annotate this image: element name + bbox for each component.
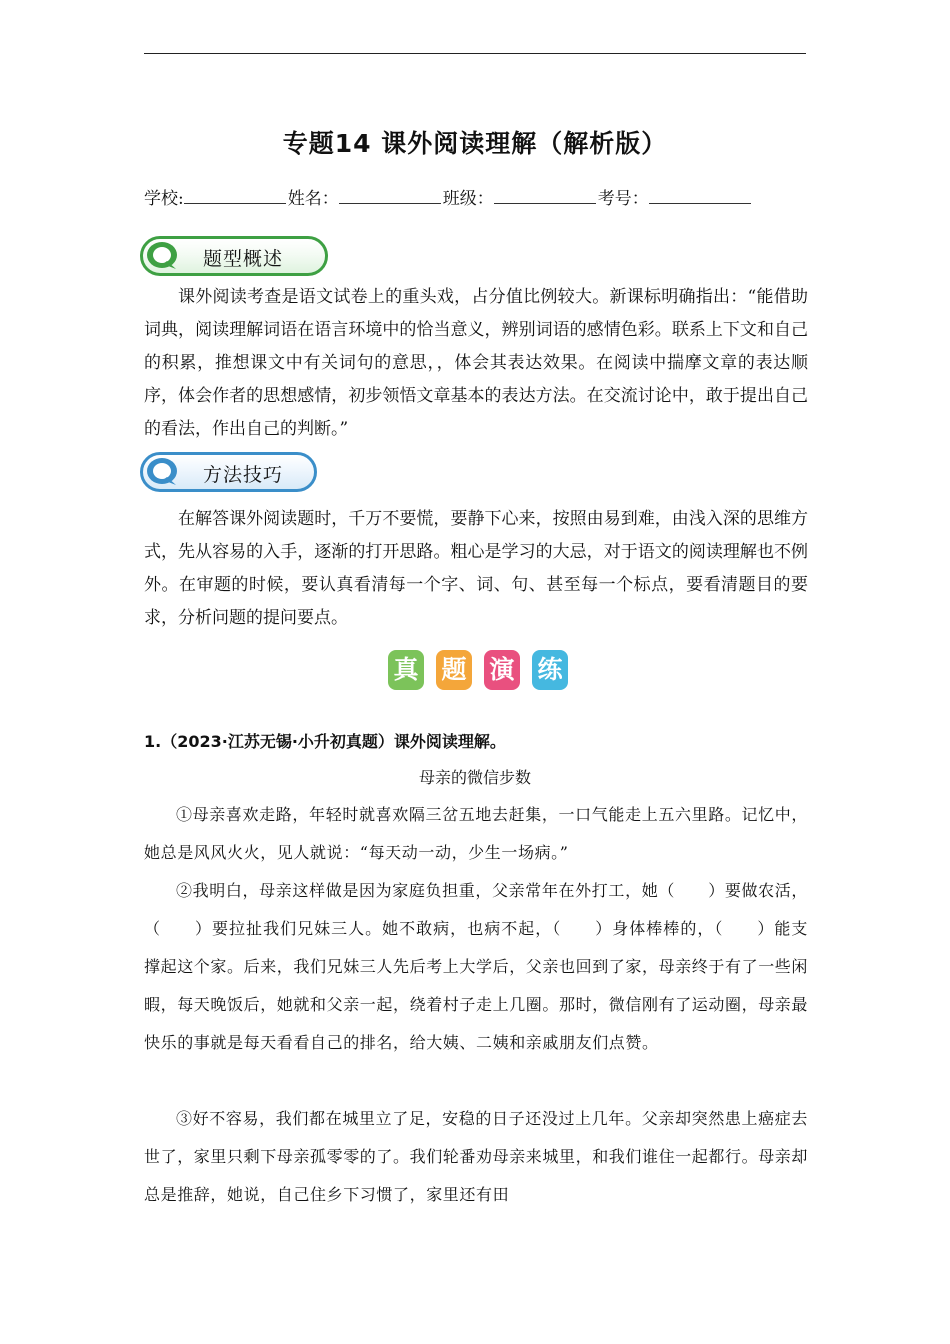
banner-tile: 演 <box>484 650 520 690</box>
number-blank[interactable] <box>649 189 751 204</box>
method-paragraph: 在解答课外阅读题时，千万不要慌，要静下心来，按照由易到难，由浅入深的思维方式，先从容易的入手，逐渐的打开思路。粗心是学习的大忌，对于语文的阅读理解也不例外。在审题的时候，要认真看清每一个字、词、句、甚至每一个标点，要看清题目的要求，分析问题的提问要点。 <box>144 509 808 628</box>
story-paragraph: ①母亲喜欢走路，年轻时就喜欢隔三岔五地去赶集，一口气能走上五六里路。记忆中，她总是风风火火，见人就说：“每天动一动，少生一场病。” <box>144 805 808 862</box>
name-label: 姓名： <box>287 189 339 209</box>
speech-bubble-icon <box>145 240 179 272</box>
story-paragraph: ③好不容易，我们都在城里立了足，安稳的日子还没过上几年。父亲却突然患上癌症去世了，家里只剩下母亲孤零零的了。我们轮番劝母亲来城里，和我们谁住一起都行。母亲却总是推辞，她说，自己住乡下习惯了，家里还有田 <box>144 1109 809 1204</box>
banner-tile: 题 <box>436 650 472 690</box>
number-label: 考号： <box>597 189 649 209</box>
student-info-line <box>144 184 824 209</box>
question-heading: 1.（2023·江苏无锡·小升初真题）课外阅读理解。 <box>144 732 506 751</box>
overview-paragraph: 课外阅读考查是语文试卷上的重头戏，占分值比例较大。新课标明确指出：“能借助词典，阅读理解词语在语言环境中的恰当意义，辨别词语的感情色彩。联系上下文和自己的积累，推想课文中有关词句的意思，，体会其表达效果。在阅读中揣摩文章的表达顺序，体会作者的思想感情，初步领悟文章基本的表达方法。在交流讨论中，敢于提出自己的看法，作出自己的判断。” <box>144 287 808 439</box>
school-blank[interactable] <box>184 189 286 204</box>
speech-bubble-icon <box>145 456 179 488</box>
header-rule <box>144 53 806 54</box>
section-label-method: 方法技巧 <box>203 464 284 486</box>
story-title: 母亲的微信步数 <box>418 768 531 787</box>
banner-tile: 真 <box>388 650 424 690</box>
banner-tile: 练 <box>532 650 568 690</box>
class-blank[interactable] <box>494 189 596 204</box>
page-title: 专题14 课外阅读理解（解析版） <box>282 129 668 158</box>
story-paragraph: ②我明白，母亲这样做是因为家庭负担重，父亲常年在外打工，她（ ）要做农活，（ ）要拉扯我们兄妹三人。她不敢病，也病不起，（ ）身体棒棒的，（ ）能支撑起这个家。后来，我们兄妹三人先后考上大学后，父亲也回到了家，母亲终于有了一些闲暇，每天晚饭后，她就和父亲一起，绕着村子走上几圈。那时，微信刚有了运动圈，母亲最快乐的事就是每天看看自己的排名，给大姨、二姨和亲戚朋友们点赞。 <box>144 881 809 1052</box>
class-label: 班级： <box>442 189 494 209</box>
name-blank[interactable] <box>339 189 441 204</box>
section-badge-overview <box>140 236 328 276</box>
school-label: 学校: <box>144 189 184 209</box>
section-badge-method <box>140 452 317 492</box>
section-label-overview: 题型概述 <box>203 248 284 270</box>
